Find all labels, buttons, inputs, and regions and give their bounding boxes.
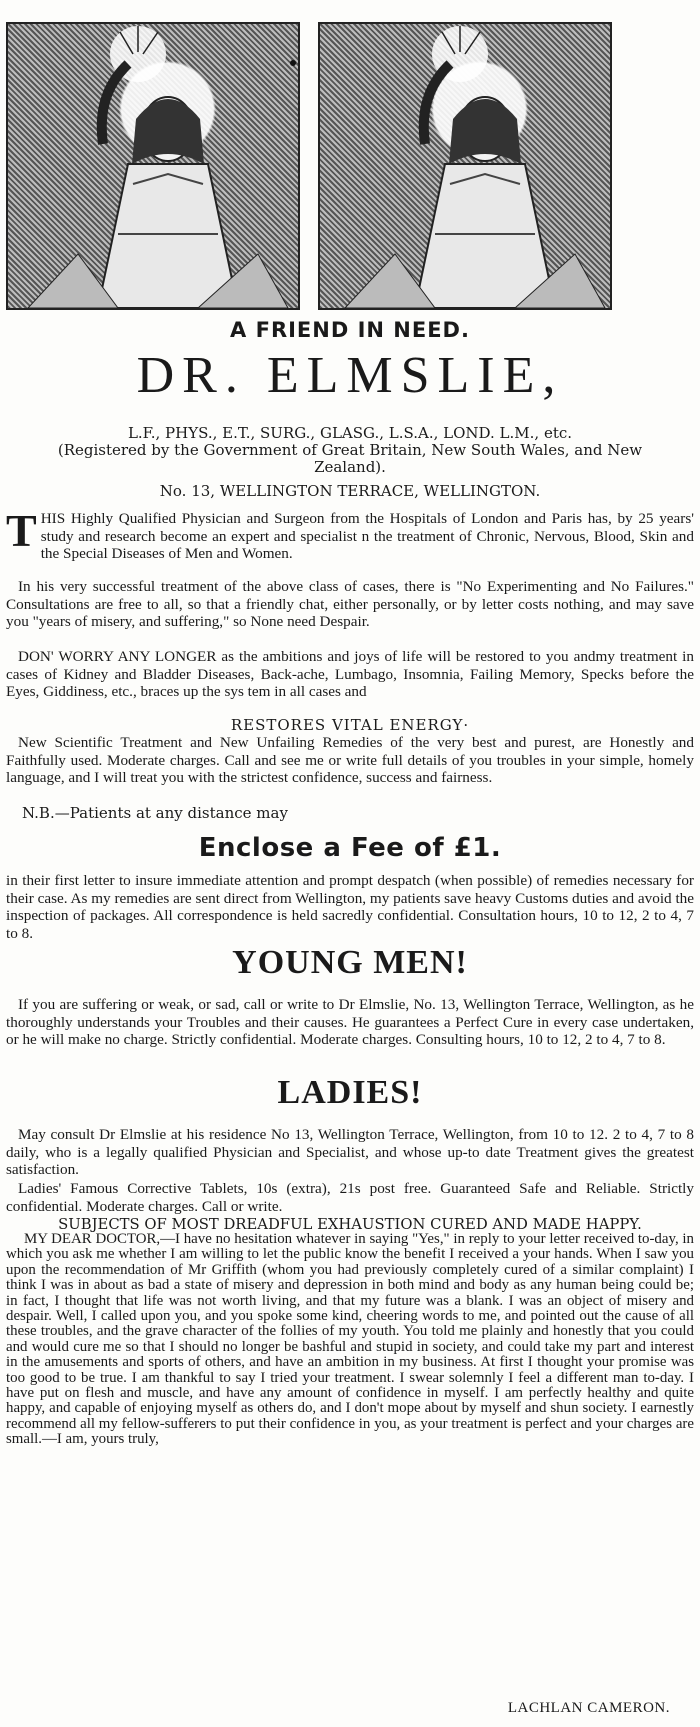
illustration-left	[6, 22, 300, 310]
signature: LACHLAN CAMERON.	[507, 1700, 670, 1716]
success-paragraph: In his very successful treatment of the above class of cases, there is "No Experimenting and No Failures." Consultations are free to all, so that a friendly chat, either personally, or by letter costs nothing, and may save you "years of misery, and suffering," so None need Despair.	[6, 578, 694, 631]
woman-torch-illustration	[8, 24, 298, 308]
ink-dot	[290, 60, 296, 66]
fee-heading: Enclose a Fee of £1.	[198, 833, 502, 863]
address: No. 13, WELLINGTON TERRACE, WELLINGTON.	[159, 482, 541, 500]
testimonial-paragraph: MY DEAR DOCTOR,—I have no hesitation whatever in saying "Yes," in reply to your letter received to-day, in which you ask me whether I am willing to let the public know the benefit I received a your hands. When I saw you upon the recommendation of Mr Griffith (whom you had previously completely cured of a similar complaint) I think I was in about as bad a state of misery and depression in both mind and body as any human being could be; in fact, I thought that life was not worth living, and that my future was a blank. I was an object of misery and despair. Well, I called upon you, and you spoke some kind, cheering words to me, and pointed out the cause of all these troubles, and the grave character of the follies of my youth. You told me plainly and honestly that you could and would cure me so that I should no longer be bashful and stupid in society, and could take my part and interest in the amusements and sports of others, and have an ambition in my business. At first I thought your promise was too good to be true. I am thankful to say I tried your treatment. I swear solemnly I feel a different man to-day. I have put on flesh and muscle, and have any amount of confidence in myself. I am perfectly healthy and quite happy, and capable of enjoying myself as others do, and I don't mope about by myself and shun society. I earnestly recommend all my fellow-sufferers to put their confidence in you, as your treatment is perfect and your charges are small.—I am, yours truly,	[6, 1231, 694, 1448]
ladies-heading: LADIES!	[277, 1074, 423, 1111]
nb-line: N.B.—Patients at any distance may	[22, 804, 288, 822]
illustration-right	[318, 22, 612, 310]
credentials: L.F., PHYS., E.T., SURG., GLASG., L.S.A., LOND. L.M., etc.	[127, 424, 573, 442]
young-men-paragraph: If you are suffering or weak, or sad, call or write to Dr Elmslie, No. 13, Wellington Terrace, Wellington, as he thoroughly understands your Troubles and their causes. He guarantees a Perfect Cure in every case undertaken, or he will make no charge. Strictly confidential. Moderate charges. Consulting hours, 10 to 12, 2 to 4, 7 to 8.	[6, 996, 694, 1049]
intro-text: HIS Highly Qualified Physician and Surgeon from the Hospitals of London and Paris has, by 25 years' study and research become an expert and specialist n the treatment of Chronic, Nervous, Blood, Skin and the Special Diseases of Men and Women.	[40, 510, 694, 563]
woman-torch-illustration	[320, 24, 610, 308]
young-men-heading: YOUNG MEN!	[232, 944, 468, 981]
restores-heading: RESTORES VITAL ENERGY·	[230, 716, 470, 734]
fee-paragraph: in their first letter to insure immediate attention and prompt despatch (when possible) of remedies necessary for their case. As my remedies are sent direct from Wellington, my patients save heavy Customs duties and avoid the inspection of packages. All correspondence is held sacredly confidential. Consultation hours, 10 to 12, 2 to 4, 7 to 8.	[6, 872, 694, 942]
doctor-name: DR. ELMSLIE,	[136, 347, 564, 404]
dropcap: T	[6, 505, 37, 556]
tablets-paragraph: Ladies' Famous Corrective Tablets, 10s (extra), 21s post free. Guaranteed Safe and Reliable. Strictly confidential. Moderate charges. Call or write.	[6, 1180, 694, 1215]
dont-worry-paragraph: DON' WORRY ANY LONGER as the ambitions and joys of life will be restored to you andmy treatment in cases of Kidney and Bladder Diseases, Back-ache, Lumbago, Insomnia, Failing Memory, Specks before the Eyes, Giddiness, etc., braces up the sys tem in all cases and	[6, 648, 694, 701]
banner-heading: A FRIEND IN NEED.	[230, 318, 470, 342]
registration: (Registered by the Government of Great Britain, New South Wales, and New Zealand).	[57, 441, 643, 476]
ladies-paragraph: May consult Dr Elmslie at his residence No 13, Wellington Terrace, Wellington, from 10 to 12. 2 to 4, 7 to 8 daily, who is a legally qualified Physician and Specialist, and whose up-to date Treatment gives the greatest satisfaction.	[6, 1126, 694, 1179]
subjects-heading: SUBJECTS OF MOST DREADFUL EXHAUSTION CURED AND MADE HAPPY.	[58, 1216, 642, 1233]
scientific-paragraph: New Scientific Treatment and New Unfailing Remedies of the very best and purest, are Honestly and Faithfully used. Moderate charges. Call and see me or write full details of you troubles in your simple, homely language, and I will treat you with the strictest confidence, success and fairness.	[6, 734, 694, 787]
intro-paragraph	[6, 505, 694, 563]
